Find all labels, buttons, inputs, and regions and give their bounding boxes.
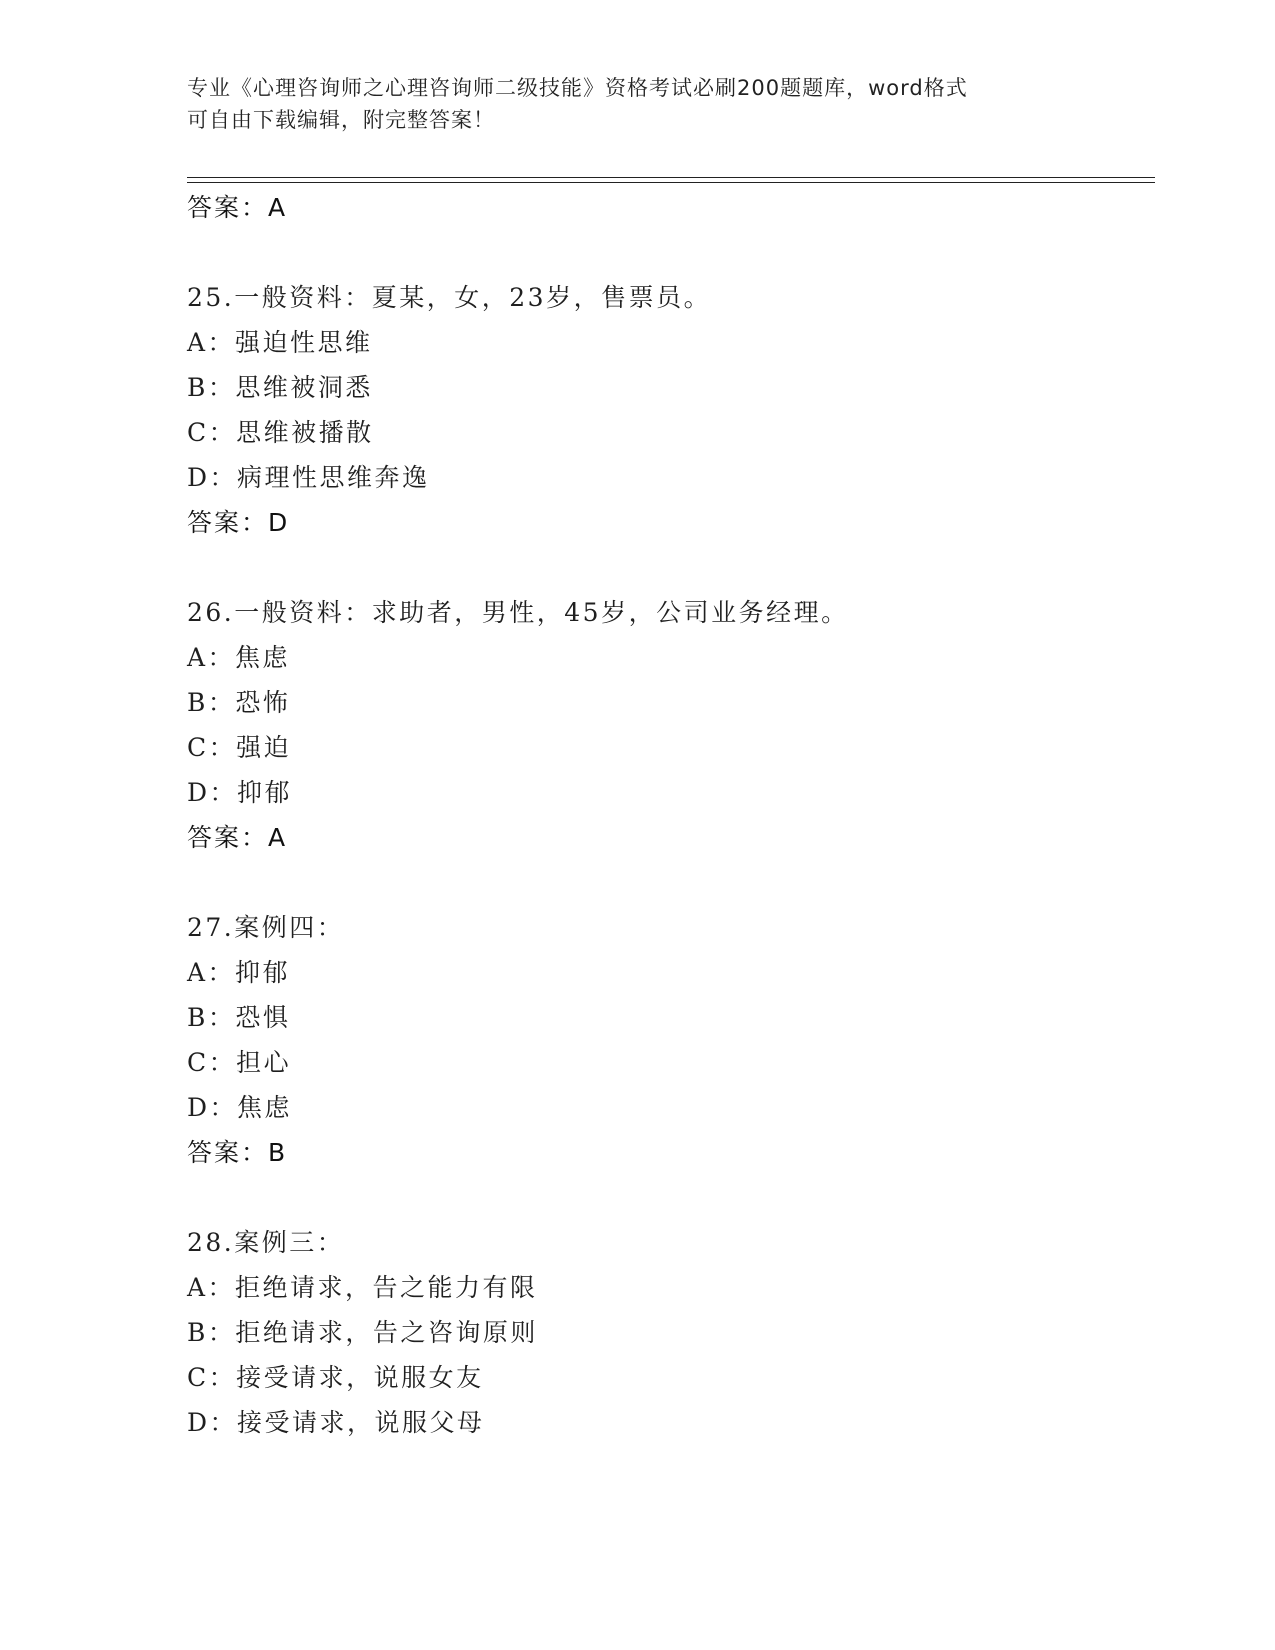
- option-b: B：恐惧: [187, 1003, 291, 1032]
- option-a: A：抑郁: [187, 958, 291, 987]
- question-stem: 28.案例三：: [187, 1228, 345, 1257]
- option-a: A：强迫性思维: [187, 328, 373, 357]
- answer-line: 答案：D: [187, 508, 290, 537]
- option-b: B：拒绝请求，告之咨询原则: [187, 1318, 538, 1347]
- answer-line: 答案：A: [187, 823, 288, 852]
- option-c: C：接受请求，说服女友: [187, 1363, 484, 1392]
- option-d: D：病理性思维奔逸: [187, 463, 430, 492]
- question-stem: 26.一般资料：求助者，男性，45岁，公司业务经理。: [187, 598, 849, 627]
- option-a: A：焦虑: [187, 643, 291, 672]
- option-a: A：拒绝请求，告之能力有限: [187, 1273, 538, 1302]
- question-stem: 25.一般资料：夏某，女，23岁，售票员。: [187, 283, 712, 312]
- document-header: [187, 72, 1087, 136]
- header-line-2: 可自由下载编辑，附完整答案！: [187, 108, 495, 132]
- option-d: D：接受请求，说服父母: [187, 1408, 485, 1437]
- answer-line: 答案：B: [187, 1138, 288, 1167]
- option-c: C：担心: [187, 1048, 292, 1077]
- option-d: D：抑郁: [187, 778, 293, 807]
- option-b: B：思维被洞悉: [187, 373, 373, 402]
- header-divider-bottom: [187, 182, 1155, 183]
- option-c: C：强迫: [187, 733, 292, 762]
- answer-line: 答案：A: [187, 193, 288, 222]
- header-line-1: 专业《心理咨询师之心理咨询师二级技能》资格考试必刷200题题库，word格式: [187, 76, 968, 100]
- header-divider-top: [187, 177, 1155, 178]
- option-c: C：思维被播散: [187, 418, 374, 447]
- question-stem: 27.案例四：: [187, 913, 345, 942]
- option-b: B：恐怖: [187, 688, 291, 717]
- option-d: D：焦虑: [187, 1093, 293, 1122]
